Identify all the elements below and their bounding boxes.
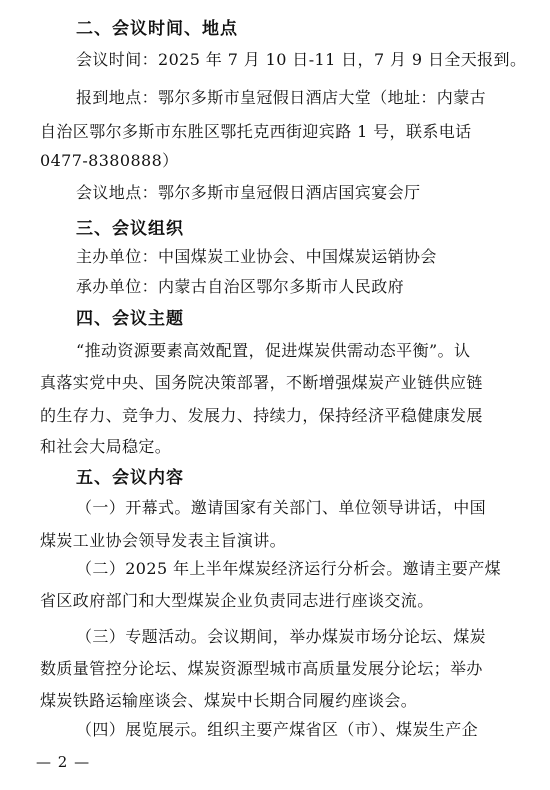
content-item-3-line-3: 煤炭铁路运输座谈会、煤炭中长期合同履约座谈会。 (40, 691, 418, 710)
organizer-unit-line: 承办单位：内蒙古自治区鄂尔多斯市人民政府 (76, 277, 405, 296)
content-item-1-line-1: （一）开幕式。邀请国家有关部门、单位领导讲话，中国 (76, 498, 487, 517)
section-heading-content: 五、会议内容 (76, 468, 184, 488)
section-heading-theme: 四、会议主题 (76, 309, 184, 329)
content-item-3-line-1: （三）专题活动。会议期间，举办煤炭市场分论坛、煤炭 (76, 627, 487, 646)
section-heading-organization: 三、会议组织 (76, 219, 184, 239)
content-item-2-line-2: 省区政府部门和大型煤炭企业负责同志进行座谈交流。 (40, 591, 434, 610)
meeting-venue-line: 会议地点：鄂尔多斯市皇冠假日酒店国宾宴会厅 (76, 183, 421, 202)
section-heading-time-location: 二、会议时间、地点 (76, 19, 238, 39)
theme-line-3: 的生存力、竞争力、发展力、持续力，保持经济平稳健康发展 (40, 406, 483, 425)
theme-line-2: 真落实党中央、国务院决策部署，不断增强煤炭产业链供应链 (40, 373, 483, 392)
host-unit-line: 主办单位：中国煤炭工业协会、中国煤炭运销协会 (76, 247, 437, 266)
page-number: — 2 — (36, 753, 91, 771)
content-item-1-line-2: 煤炭工业协会领导发表主旨演讲。 (40, 531, 287, 550)
content-item-2-line-1: （二）2025 年上半年煤炭经济运行分析会。邀请主要产煤 (76, 559, 502, 578)
theme-line-4: 和社会大局稳定。 (40, 437, 172, 456)
content-item-3-line-2: 数质量管控分论坛、煤炭资源型城市高质量发展分论坛；举办 (40, 659, 483, 678)
checkin-location-line-1: 报到地点：鄂尔多斯市皇冠假日酒店大堂（地址：内蒙古 (76, 88, 487, 107)
theme-line-1: “推动资源要素高效配置，促进煤炭供需动态平衡”。认 (76, 341, 471, 360)
checkin-location-line-2: 自治区鄂尔多斯市东胜区鄂托克西街迎宾路 1 号，联系电话 (40, 122, 472, 141)
checkin-location-line-3: 0477-8380888） (40, 151, 179, 170)
meeting-time-line: 会议时间：2025 年 7 月 10 日-11 日，7 月 9 日全天报到。 (76, 50, 527, 69)
content-item-4-line-1: （四）展览展示。组织主要产煤省区（市）、煤炭生产企 (76, 720, 479, 739)
